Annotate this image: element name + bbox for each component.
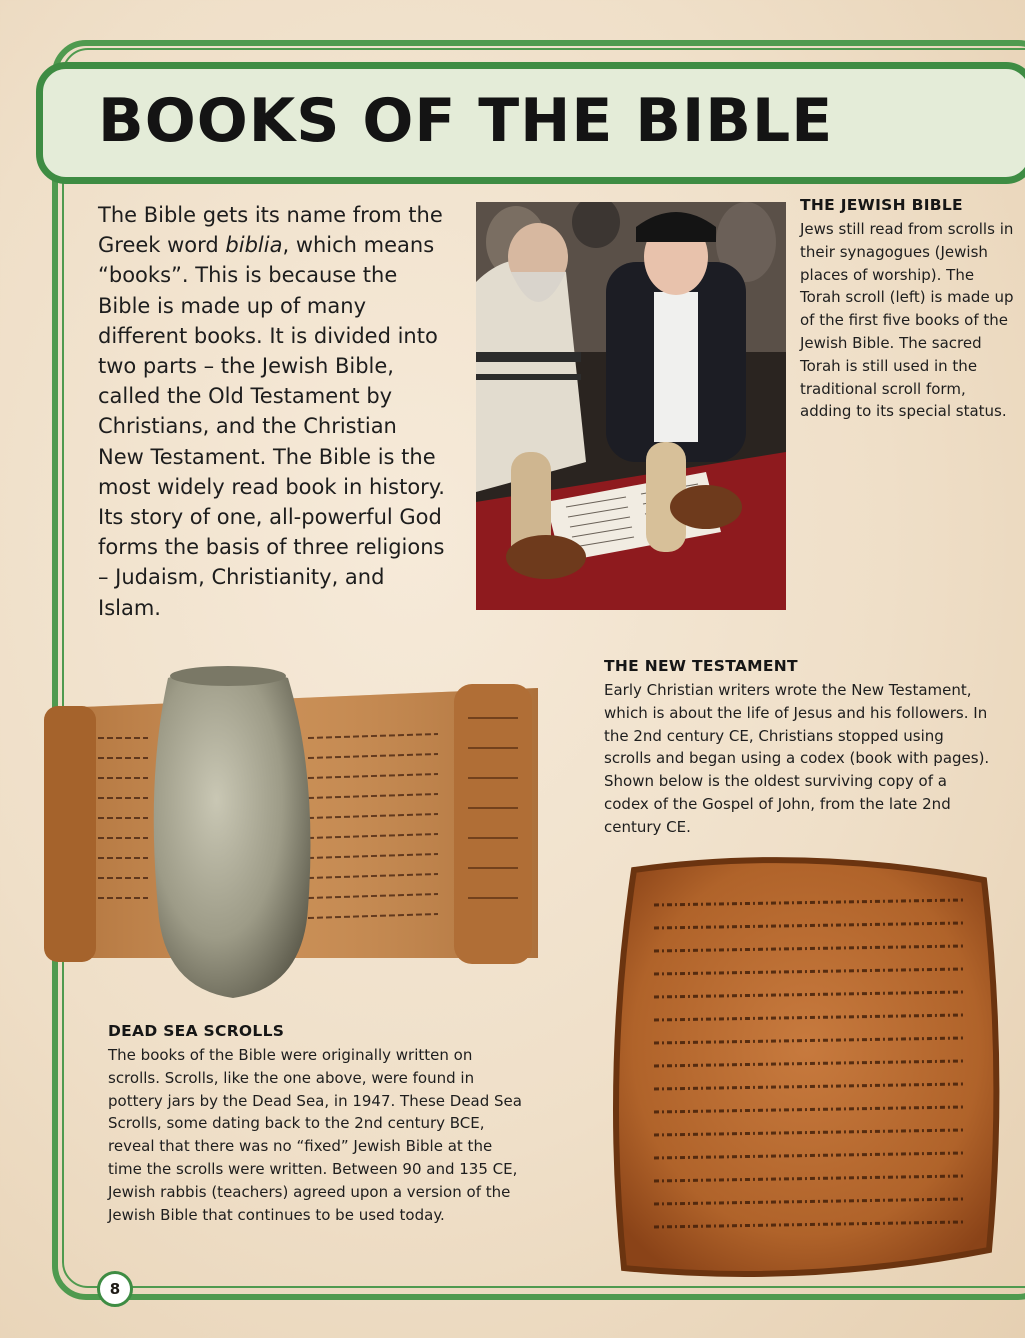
dead-sea-scrolls-section bbox=[108, 1022, 528, 1226]
new-testament-body: Early Christian writers wrote the New Testament, which is about the life of Jesus and his followers. In the 2nd century CE, Christians stopped using scrolls and began using a codex (book with pages). Shown below is the oldest surviving copy of a codex of the Gospel of John, from the late 2nd century CE. bbox=[604, 681, 990, 836]
new-testament-title: THE NEW TESTAMENT bbox=[604, 657, 798, 675]
torah-reading-photo bbox=[476, 202, 786, 610]
dead-sea-scrolls-title: DEAD SEA SCROLLS bbox=[108, 1022, 285, 1040]
intro-text-end: , which means “books”. This is because the Bible is made up of many different books. It is divided into two parts – the Jewish Bible, called the Old Testament by Christians, and the Christian New Testament. The Bible is the most widely read book in history. Its story of one, all-powerful God forms the basis of three religions – Judaism, Christianity, and Islam. bbox=[98, 233, 445, 620]
jewish-bible-title: THE JEWISH BIBLE bbox=[800, 196, 963, 214]
dead-sea-scroll-photo bbox=[38, 658, 542, 1004]
jewish-bible-section bbox=[800, 196, 1016, 423]
codex-gospel-photo bbox=[604, 850, 1006, 1282]
dead-sea-scrolls-body: The books of the Bible were originally written on scrolls. Scrolls, like the one above, were found in pottery jars by the Dead Sea, in 1947. These Dead Sea Scrolls, some dating back to the 2nd century BCE, reveal that there was no “fixed” Jewish Bible at the time the scrolls were written. Between 90 and 135 CE, Jewish rabbis (teachers) agreed upon a version of the Jewish Bible that continues to be used today. bbox=[108, 1046, 522, 1224]
intro-paragraph bbox=[98, 200, 448, 623]
page-number: 8 bbox=[97, 1271, 133, 1307]
page-title: BOOKS OF THE BIBLE bbox=[98, 86, 834, 156]
jewish-bible-body: Jews still read from scrolls in their synagogues (Jewish places of worship). The Torah scroll (left) is made up of the first five books of the Jewish Bible. The sacred Torah is still used in the traditional scroll form, adding to its special status. bbox=[800, 220, 1014, 421]
intro-italic-word: biblia bbox=[225, 233, 283, 258]
new-testament-section bbox=[604, 657, 990, 839]
intro-text-start: The Bible gets its name from the Greek word bbox=[98, 203, 443, 258]
